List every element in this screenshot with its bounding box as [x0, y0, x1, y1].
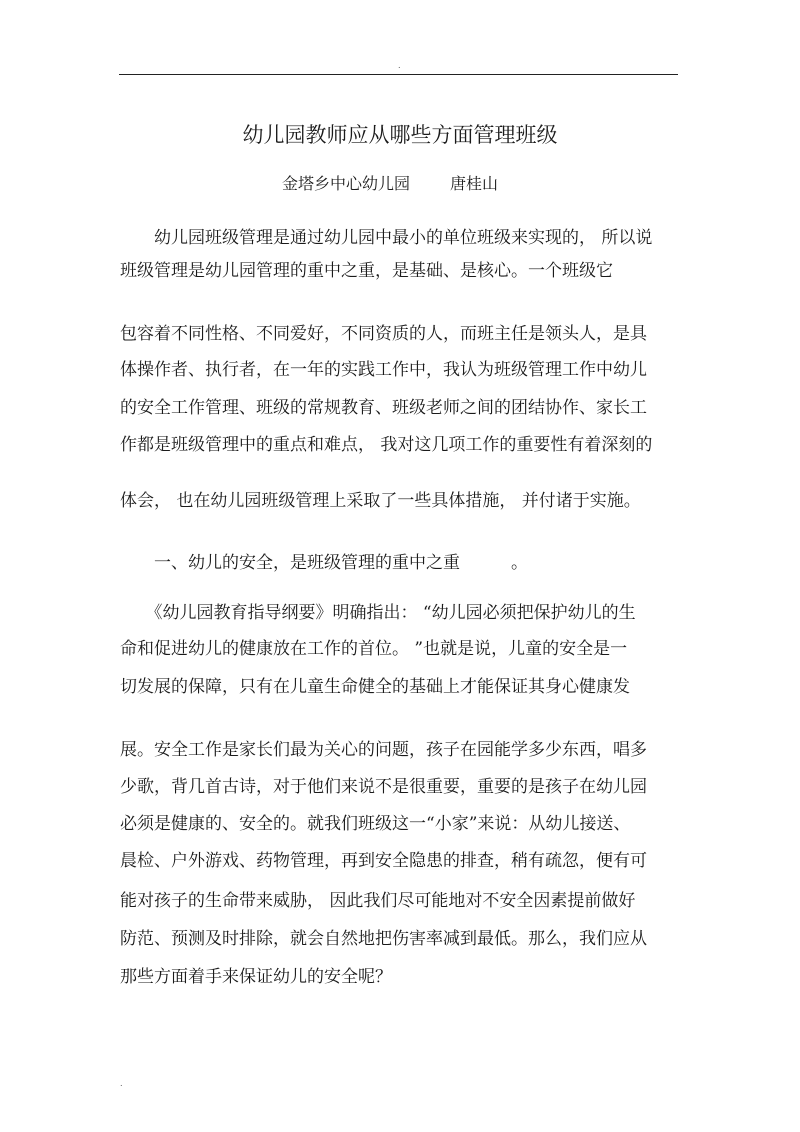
text-line: 包容着不同性格、不同爱好，不同资质的人，而班主任是领头人，是具 — [120, 324, 647, 344]
byline-school: 金塔乡中心幼儿园 — [282, 174, 411, 193]
section-heading: 一、幼儿的安全，是班级管理的重中之重 。 — [120, 553, 528, 573]
text-line: 防范、预测及时排除，就会自然地把伤害率减到最低。那么，我们应从 — [120, 929, 647, 949]
text-line: 命和促进幼儿的健康放在工作的首位。 ”也就是说，儿童的安全是一 — [120, 639, 628, 659]
text-line: 幼儿园班级管理是通过幼儿园中最小的单位班级来实现的， 所以说 — [120, 228, 653, 248]
byline-author: 唐桂山 — [450, 174, 499, 193]
text-line: 班级管理是幼儿园管理的重中之重，是基础、是核心。一个班级它 — [120, 261, 613, 281]
text-line: 能对孩子的生命带来威胁， 因此我们尽可能地对不安全因素提前做好 — [120, 891, 636, 911]
text-line: 体操作者、执行者，在一年的实践工作中，我认为班级管理工作中幼儿 — [120, 360, 647, 380]
text-line: 作都是班级管理中的重点和难点， 我对这几项工作的重要性有着深刻的 — [120, 435, 653, 455]
text-line: 那些方面着手来保证幼儿的安全呢？ — [120, 967, 392, 987]
header-dot: . — [398, 61, 401, 70]
text-line: 晨检、户外游戏、药物管理，再到安全隐患的排查，稍有疏忽，便有可 — [120, 851, 647, 871]
text-line: 展。安全工作是家长们最为关心的问题，孩子在园能学多少东西，唱多 — [120, 740, 647, 760]
text-line: 的安全工作管理、班级的常规教育、班级老师之间的团结协作、家长工 — [120, 398, 647, 418]
text-line: 切发展的保障，只有在儿童生命健全的基础上才能保证其身心健康发 — [120, 677, 630, 697]
footer-dot: . — [120, 1079, 123, 1088]
header-rule — [119, 74, 678, 75]
document-title: 幼儿园教师应从哪些方面管理班级 — [242, 123, 558, 147]
text-line: 少歌，背几首古诗，对于他们来说不是很重要，重要的是孩子在幼儿园 — [120, 777, 647, 797]
text-line: 必须是健康的、安全的。就我们班级这一“小家”来说：从幼儿接送、 — [120, 814, 631, 834]
text-line: 《幼儿园教育指导纲要》明确指出： “幼儿园必须把保护幼儿的生 — [120, 603, 636, 623]
text-line: 体会， 也在幼儿园班级管理上采取了一些具体措施， 并付诸于实施。 — [120, 491, 641, 511]
byline — [282, 173, 498, 195]
